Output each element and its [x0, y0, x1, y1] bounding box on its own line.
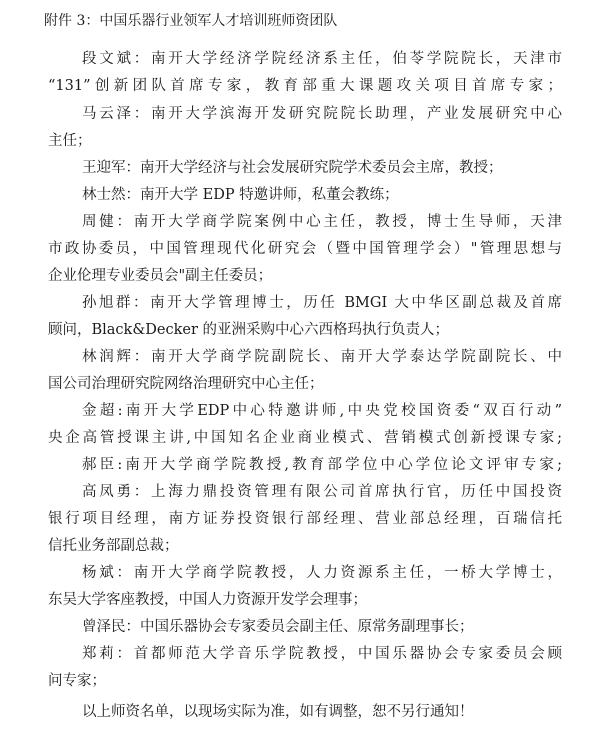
entry-line: 东吴大学客座教授，中国人力资源开发学会理事；: [48, 592, 367, 608]
entry-line: 郝臣:南开大学商学院教授,教育部学位中心学位论文评审专家;: [82, 457, 562, 473]
entry-line: 金超:南开大学EDP中心特邀讲师,中央党校国资委“双百行动”: [82, 403, 562, 419]
entry-line: 孙旭群：南开大学管理博士，历任 BMGI 大中华区副总裁及首席: [82, 295, 562, 311]
entry-line: 主任；: [48, 133, 92, 149]
entry-line: 曾泽民：中国乐器协会专家委员会副主任、原常务副理事长；: [82, 619, 474, 635]
entry-line: 高凤勇：上海力鼎投资管理有限公司首席执行官，历任中国投资: [82, 484, 562, 500]
entry-line: 顾问，Black&Decker 的亚洲采购中心六西格玛执行负责人；: [48, 322, 449, 338]
entry-line: 林润辉：南开大学商学院副院长、南开大学泰达学院副院长、中: [82, 349, 562, 365]
entry-line: 杨斌：南开大学商学院教授，人力资源系主任，一桥大学博士，: [82, 565, 562, 581]
entry-line: 国公司治理研究院网络治理研究中心主任；: [48, 376, 324, 392]
entry-line: 郑莉：首都师范大学音乐学院教授，中国乐器协会专家委员会顾: [82, 646, 562, 662]
entry-line: “131”创新团队首席专家，教育部重大课题攻关项目首席专家；: [48, 78, 562, 94]
entry-line: 马云泽：南开大学滨海开发研究院院长助理，产业发展研究中心: [82, 106, 562, 122]
entry-line: 段文斌：南开大学经济学院经济系主任，伯苓学院院长，天津市: [82, 51, 562, 67]
entry-line: 企业伦理专业委员会"副主任委员；: [48, 268, 273, 284]
document-title: 附件 3：中国乐器行业领军人才培训班师资团队: [44, 13, 338, 29]
entry-line: 信托业务部副总裁；: [48, 538, 179, 554]
entry-line: 林士然：南开大学 EDP 特邀讲师，私董会教练；: [82, 187, 399, 203]
entry-line: 银行项目经理，南方证券投资银行部经理、营业部总经理，百瑞信托: [48, 511, 562, 527]
entry-line: 周健：南开大学商学院案例中心主任，教授，博士生导师，天津: [82, 214, 562, 230]
entry-line: 央企高管授课主讲,中国知名企业商业模式、营销模式创新授课专家;: [48, 430, 562, 446]
entry-line: 市政协委员，中国管理现代化研究会（暨中国管理学会）"管理思想与: [48, 241, 562, 257]
entry-line: 王迎军：南开大学经济与社会发展研究院学术委员会主席，教授；: [82, 160, 503, 176]
closing-note: 以上师资名单，以现场实际为准，如有调整，恕不另行通知！: [82, 704, 474, 720]
entry-line: 问专家；: [48, 673, 106, 689]
